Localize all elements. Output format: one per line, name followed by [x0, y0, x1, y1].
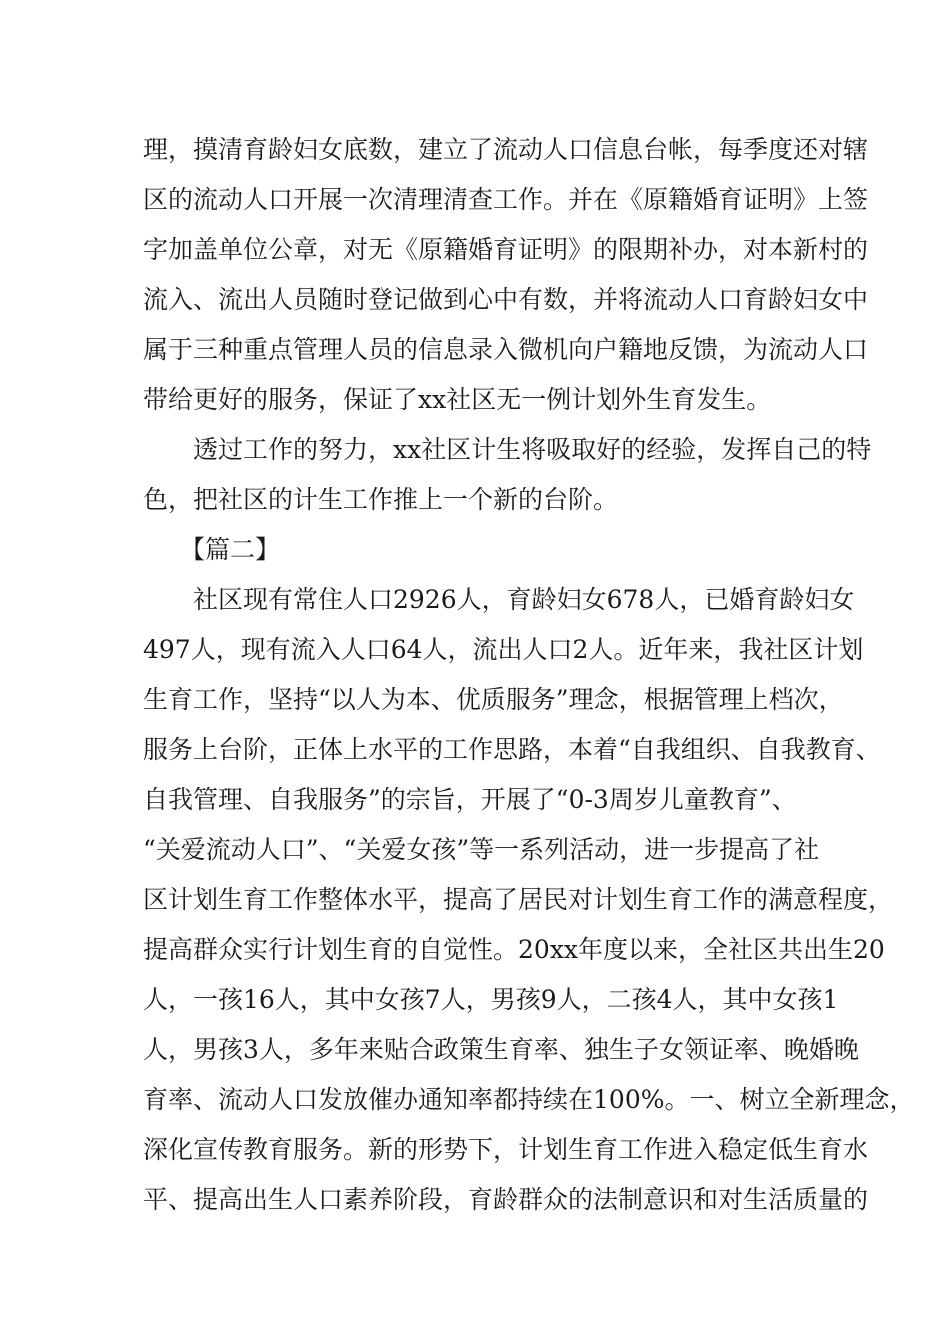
paragraph-line: 育率、流动人口发放催办通知率都持续在100%。一、树立全新理念，	[143, 1085, 915, 1114]
section-heading: 【篇二】	[180, 535, 281, 564]
paragraph-line: 提高群众实行计划生育的自觉性。20xx年度以来，全社区共出生20	[143, 935, 885, 964]
paragraph-line: 人，一孩16人，其中女孩7人，男孩9人，二孩4人，其中女孩1	[143, 985, 839, 1014]
paragraph-line: 生育工作，坚持“以人为本、优质服务”理念，根据管理上档次，	[143, 685, 844, 714]
paragraph-line: 自我管理、自我服务”的宗旨，开展了“0-3周岁儿童教育”、	[143, 785, 797, 814]
paragraph-line: 理，摸清育龄妇女底数，建立了流动人口信息台帐，每季度还对辖	[143, 135, 869, 164]
paragraph-line: 人，男孩3人，多年来贴合政策生育率、独生子女领证率、晚婚晚	[143, 1035, 859, 1064]
paragraph-line: 社区现有常住人口2926人，育龄妇女678人，已婚育龄妇女	[193, 585, 855, 614]
paragraph-line: 区计划生育工作整体水平，提高了居民对计划生育工作的满意程度，	[143, 885, 894, 914]
paragraph-line: 流入、流出人员随时登记做到心中有数，并将流动人口育龄妇女中	[143, 285, 869, 314]
paragraph-line: 497人，现有流入人口64人，流出人口2人。近年来，我社区计划	[143, 635, 864, 664]
paragraph-line: 平、提高出生人口素养阶段，育龄群众的法制意识和对生活质量的	[143, 1185, 869, 1214]
paragraph-line: “关爱流动人口”、“关爱女孩”等一系列活动，进一步提高了社	[143, 835, 820, 864]
paragraph-line: 带给更好的服务，保证了xx社区无一例计划外生育发生。	[143, 385, 772, 414]
paragraph-line: 区的流动人口开展一次清理清查工作。并在《原籍婚育证明》上签	[143, 185, 869, 214]
paragraph-line: 色，把社区的计生工作推上一个新的台阶。	[143, 485, 619, 514]
paragraph-line: 透过工作的努力，xx社区计生将吸取好的经验，发挥自己的特	[193, 435, 872, 464]
paragraph-line: 深化宣传教育服务。新的形势下，计划生育工作进入稳定低生育水	[143, 1135, 869, 1164]
paragraph-line: 属于三种重点管理人员的信息录入微机向户籍地反馈，为流动人口	[143, 335, 869, 364]
paragraph-line: 服务上台阶，正体上水平的工作思路，本着“自我组织、自我教育、	[143, 735, 881, 764]
paragraph-line: 字加盖单位公章，对无《原籍婚育证明》的限期补办，对本新村的	[143, 235, 869, 264]
